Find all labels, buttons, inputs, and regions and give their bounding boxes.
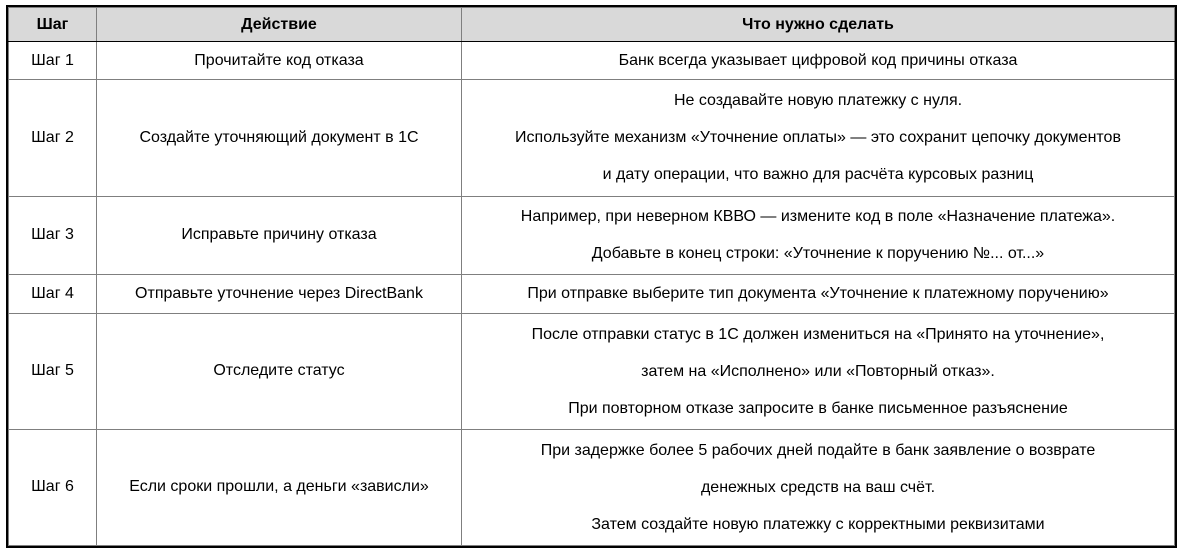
steps-table	[8, 7, 1175, 546]
table-row	[9, 275, 1175, 313]
table-row	[9, 80, 1175, 196]
todo-cell	[462, 196, 1175, 275]
header-row	[9, 8, 1175, 42]
table-row	[9, 42, 1175, 80]
todo-cell	[462, 275, 1175, 313]
todo-cell	[462, 42, 1175, 80]
todo-line: При повторном отказе запросите в банке письменное разъяснение	[568, 399, 1068, 417]
header-step: Шаг	[9, 8, 97, 42]
step-cell: Шаг 5	[9, 313, 97, 429]
action-cell: Прочитайте код отказа	[97, 42, 462, 80]
todo-line: и дату операции, что важно для расчёта курсовых разниц	[602, 166, 1034, 184]
action-cell: Создайте уточняющий документ в 1С	[97, 80, 462, 196]
todo-cell	[462, 429, 1175, 545]
todo-line: затем на «Исполнено» или «Повторный отказ».	[641, 362, 995, 380]
todo-line: После отправки статус в 1С должен измениться на «Принято на уточнение»,	[531, 325, 1105, 343]
action-cell: Отследите статус	[97, 313, 462, 429]
todo-line: Например, при неверном КВВО — измените код в поле «Назначение платежа».	[520, 208, 1116, 226]
header-action: Действие	[97, 8, 462, 42]
table-row	[9, 429, 1175, 545]
todo-line: При отправке выберите тип документа «Уточнение к платежному поручению»	[527, 285, 1109, 303]
action-cell: Исправьте причину отказа	[97, 196, 462, 275]
todo-line: Используйте механизм «Уточнение оплаты» — это сохранит цепочку документов	[515, 129, 1121, 147]
table-row	[9, 196, 1175, 275]
steps-table-frame	[6, 5, 1177, 548]
step-cell: Шаг 1	[9, 42, 97, 80]
header-todo: Что нужно сделать	[462, 8, 1175, 42]
todo-line: При задержке более 5 рабочих дней подайте в банк заявление о возврате	[540, 441, 1096, 459]
todo-line: Добавьте в конец строки: «Уточнение к поручению №... от...»	[591, 245, 1045, 263]
todo-line: денежных средств на ваш счёт.	[700, 478, 936, 496]
action-cell: Отправьте уточнение через DirectBank	[97, 275, 462, 313]
table-row	[9, 313, 1175, 429]
step-cell: Шаг 2	[9, 80, 97, 196]
step-cell: Шаг 4	[9, 275, 97, 313]
todo-line: Банк всегда указывает цифровой код причины отказа	[618, 52, 1018, 70]
step-cell: Шаг 6	[9, 429, 97, 545]
todo-line: Не создавайте новую платежку с нуля.	[673, 92, 963, 110]
step-cell: Шаг 3	[9, 196, 97, 275]
action-cell: Если сроки прошли, а деньги «зависли»	[97, 429, 462, 545]
todo-cell	[462, 313, 1175, 429]
todo-line: Затем создайте новую платежку с корректными реквизитами	[591, 515, 1045, 533]
todo-cell	[462, 80, 1175, 196]
